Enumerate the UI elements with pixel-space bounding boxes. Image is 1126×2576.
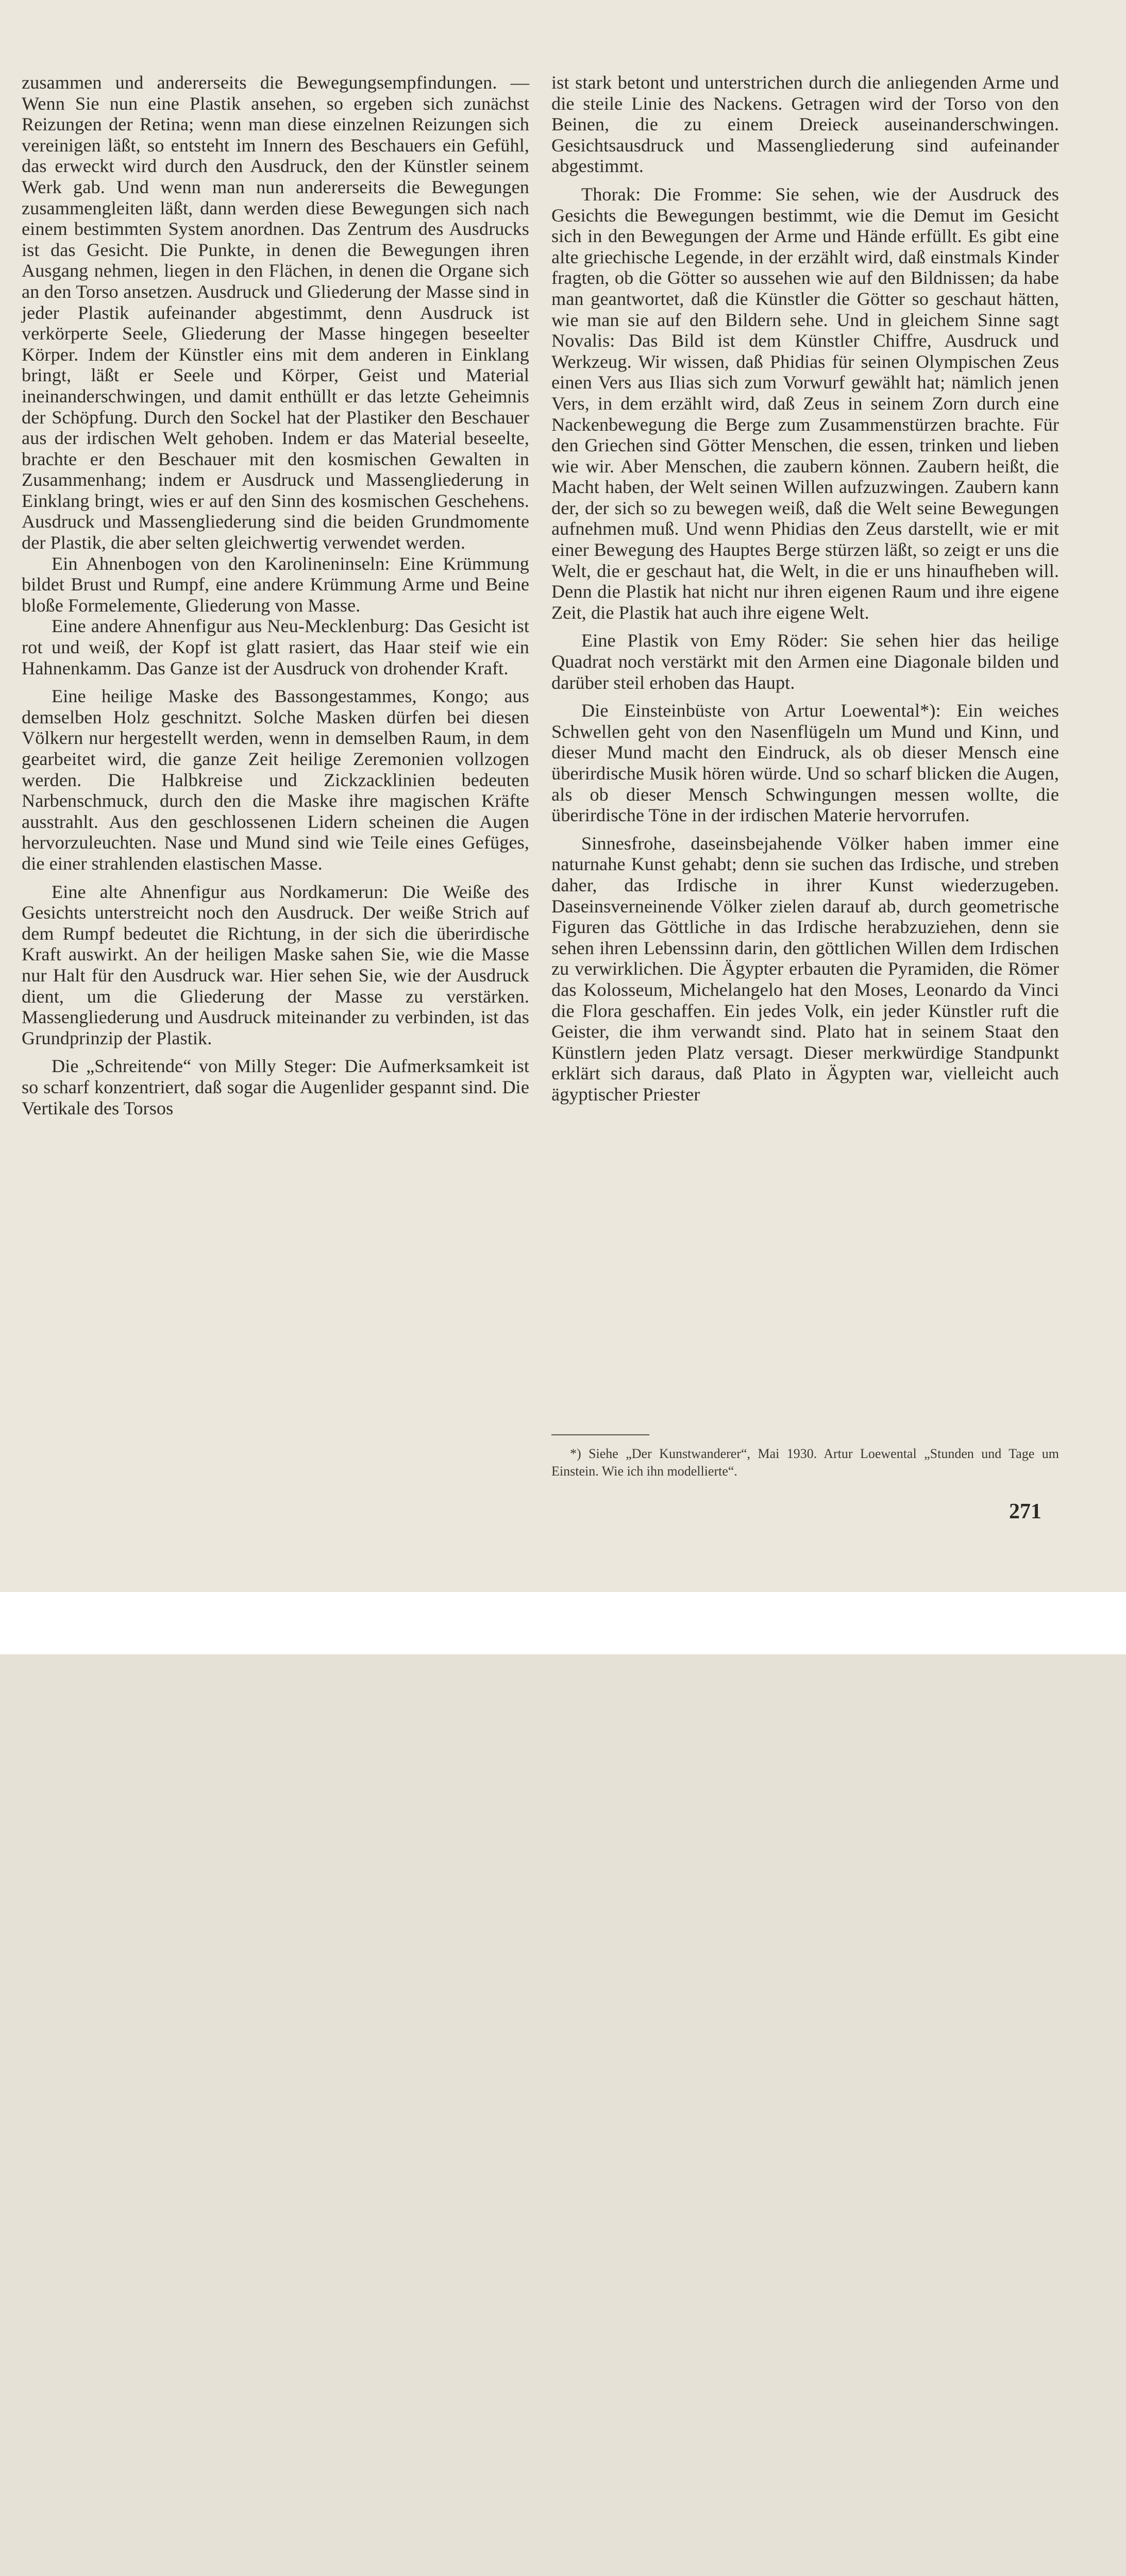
paragraph: Eine alte Ahnenfigur aus Nordkamerun: Die Weiße des Gesichts unterstreicht noch den Ausdruck. Der weiße Strich auf dem Rumpf bedeutet die Richtung, in der sich die überirdische Kraft auswirkt. An der heiligen Maske sahen Sie, wie die Masse nur Halt für den Ausdruck war. Hier sehen Sie, wie der Ausdruck dient, um die Gliederung der Masse zu verstärken. Massengliederung und Ausdruck miteinander zu verbinden, ist das Grundprinzip der Plastik. — [22, 881, 529, 1048]
paragraph: Die „Schreitende“ von Milly Steger: Die Aufmerksamkeit ist so scharf konzentriert, daß sogar die Augenlider gespannt sind. Die Vertikale des Torsos — [22, 1056, 529, 1118]
paragraph: Sinnesfrohe, daseinsbejahende Völker haben immer eine naturnahe Kunst gehabt; denn sie suchen das Irdische, und streben daher, das Irdische in ihrer Kunst wiederzugeben. Daseinsverneinende Völker zielen darauf ab, durch geometrische Figuren das Göttliche in das Irdische herabzuziehen, denn sie sehen ihren Lebenssinn darin, den göttlichen Willen dem Irdischen zu verwirklichen. Die Ägypter erbauten die Pyramiden, die Römer das Kolosseum, Michelangelo hat den Moses, Leonardo da Vinci die Flora geschaffen. Ein jedes Volk, ein jeder Künstler ruft die Geister, die ihm verwandt sind. Plato hat in seinem Staat den Künstlern jeden Platz versagt. Dieser merkwürdige Standpunkt erklärt sich daraus, daß Plato in Ägypten war, vielleicht auch ägyptischer Priester — [551, 833, 1059, 1105]
paragraph: Ein Ahnenbogen von den Karolineninseln: Eine Krümmung bildet Brust und Rumpf, eine andere Krümmung Arme und Beine bloße Formelemente, Gliederung von Masse. — [22, 553, 529, 616]
paragraph: zusammen und andererseits die Bewegungsempfindungen. — Wenn Sie nun eine Plastik ansehen, so ergeben sich zunächst Reizungen der Retina; wenn man diese einzelnen Reizungen sich vereinigen läßt, so entsteht im Innern des Beschauers ein Gefühl, das erweckt wird durch den Ausdruck, den der Künstler seinem Werk gab. Und wenn man nun andererseits die Bewegungen zusammengleiten läßt, dann werden diese Bewegungen sich nach einem bestimmten System anordnen. Das Zentrum des Ausdrucks ist das Gesicht. Die Punkte, in denen die Bewegungen ihren Ausgang nehmen, liegen in den Flächen, in denen die Organe sich an den Torso ansetzen. Ausdruck und Gliederung der Masse sind in jeder Plastik aufeinander abgestimmt, denn Ausdruck ist verkörperte Seele, Gliederung der Masse hingegen beseelter Körper. Indem der Künstler eins mit dem anderen in Einklang bringt, läßt er Seele und Körper, Geist und Material ineinanderschwingen, und damit enthüllt er das letzte Geheimnis der Schöpfung. Durch den Sockel hat der Plastiker den Beschauer aus der irdischen Welt gehoben. Indem er das Material beseelte, brachte er den Beschauer mit den kosmischen Gewalten in Zusammenhang; indem er Ausdruck und Massengliederung in Einklang bringt, wies er auf den Sinn des kosmischen Geschehens. Ausdruck und Massengliederung sind die beiden Grundmomente der Plastik, die aber selten gleichwertig verwendet werden. — [22, 72, 529, 553]
digitization-footer — [0, 1592, 1126, 1654]
paragraph: Eine heilige Maske des Bassongestammes, Kongo; aus demselben Holz geschnitzt. Solche Masken dürfen bei diesen Völkern nur hergestellt werden, wenn in demselben Raum, in dem gearbeitet wird, die ganze Zeit heilige Zeremonien vollzogen werden. Die Halbkreise und Zickzacklinien bedeuten Narbenschmuck, durch den die Maske ihre magischen Kräfte ausstrahlt. Aus den geschlossenen Lidern scheinen die Augen hervorzuleuchten. Nase und Mund sind wie Teile eines Gefüges, die einer strahlenden elastischen Masse. — [22, 686, 529, 874]
footnote-divider — [551, 1434, 649, 1435]
paragraph: Eine andere Ahnenfigur aus Neu-Mecklenburg: Das Gesicht ist rot und weiß, der Kopf ist glatt rasiert, das Haar steif wie ein Hahnenkamm. Das Ganze ist der Ausdruck von drohender Kraft. — [22, 616, 529, 679]
paragraph: Thorak: Die Fromme: Sie sehen, wie der Ausdruck des Gesichts die Bewegungen bestimmt, wie die Demut im Gesicht sich in den Bewegungen der Arme und Hände erfüllt. Es gibt eine alte griechische Legende, in der erzählt wird, daß einstmals Kinder fragten, ob die Götter so aussehen wie auf den Bildnissen; da habe man geantwortet, daß die Künstler die Götter so geschaut hätten, wie man sie auf den Bildern sehe. Und in gleichem Sinne sagt Novalis: Das Bild ist dem Künstler Chiffre, Ausdruck und Werkzeug. Wir wissen, daß Phidias für seinen Olympischen Zeus einen Vers aus Ilias sich zum Vorwurf gewählt hat; nämlich jenen Vers, in dem erzählt wird, daß Zeus in seinem Zorn durch eine Nackenbewegung die Berge zum Zusammenstürzen brachte. Für den Griechen sind Götter Menschen, die essen, trinken und lieben wie wir. Aber Menschen, die zaubern können. Zaubern heißt, die Macht haben, der Welt seinen Willen aufzuzwingen. Zaubern kann der, der sich so zu bewegen weiß, daß die Welt seine Bewegungen aufnehmen muß. Und wenn Phidias den Zeus darstellt, wie er mit einer Bewegung des Hauptes Berge stürzen läßt, so zeigt er uns die Welt, die er geschaut hat, die Welt, in die er uns hinaufheben will. Denn die Plastik hat nicht nur ihren eigenen Raum und ihre eigene Zeit, die Plastik hat auch ihre eigene Welt. — [551, 183, 1059, 623]
paragraph: ist stark betont und unterstrichen durch die anliegenden Arme und die steile Linie des Nackens. Getragen wird der Torso von den Beinen, die zu einem Dreieck auseinanderschwingen. Gesichtsausdruck und Massengliederung sind aufeinander abgestimmt. — [551, 72, 1059, 177]
footnote: *) Siehe „Der Kunstwanderer“, Mai 1930. Artur Loewental „Stunden und Tage um Einstein. Wie ich ihn modellierte“. — [551, 1446, 1059, 1479]
left-column — [22, 72, 529, 1118]
page-number: 271 — [1009, 1500, 1041, 1523]
paragraph: Die Einsteinbüste von Artur Loewental*): Ein weiches Schwellen geht von den Nasenflügeln um Mund und Kinn, und dieser Mund macht den Eindruck, als ob dieser Mensch eine überirdische Musik hören würde. Und so scharf blicken die Augen, als ob dieser Mensch Schwingungen messen wollte, die überirdische Töne in der irdischen Materie hervorrufen. — [551, 700, 1059, 826]
paragraph: Eine Plastik von Emy Röder: Sie sehen hier das heilige Quadrat noch verstärkt mit den Armen eine Diagonale bilden und darüber steil erhoben das Haupt. — [551, 630, 1059, 693]
right-column — [551, 72, 1059, 1105]
